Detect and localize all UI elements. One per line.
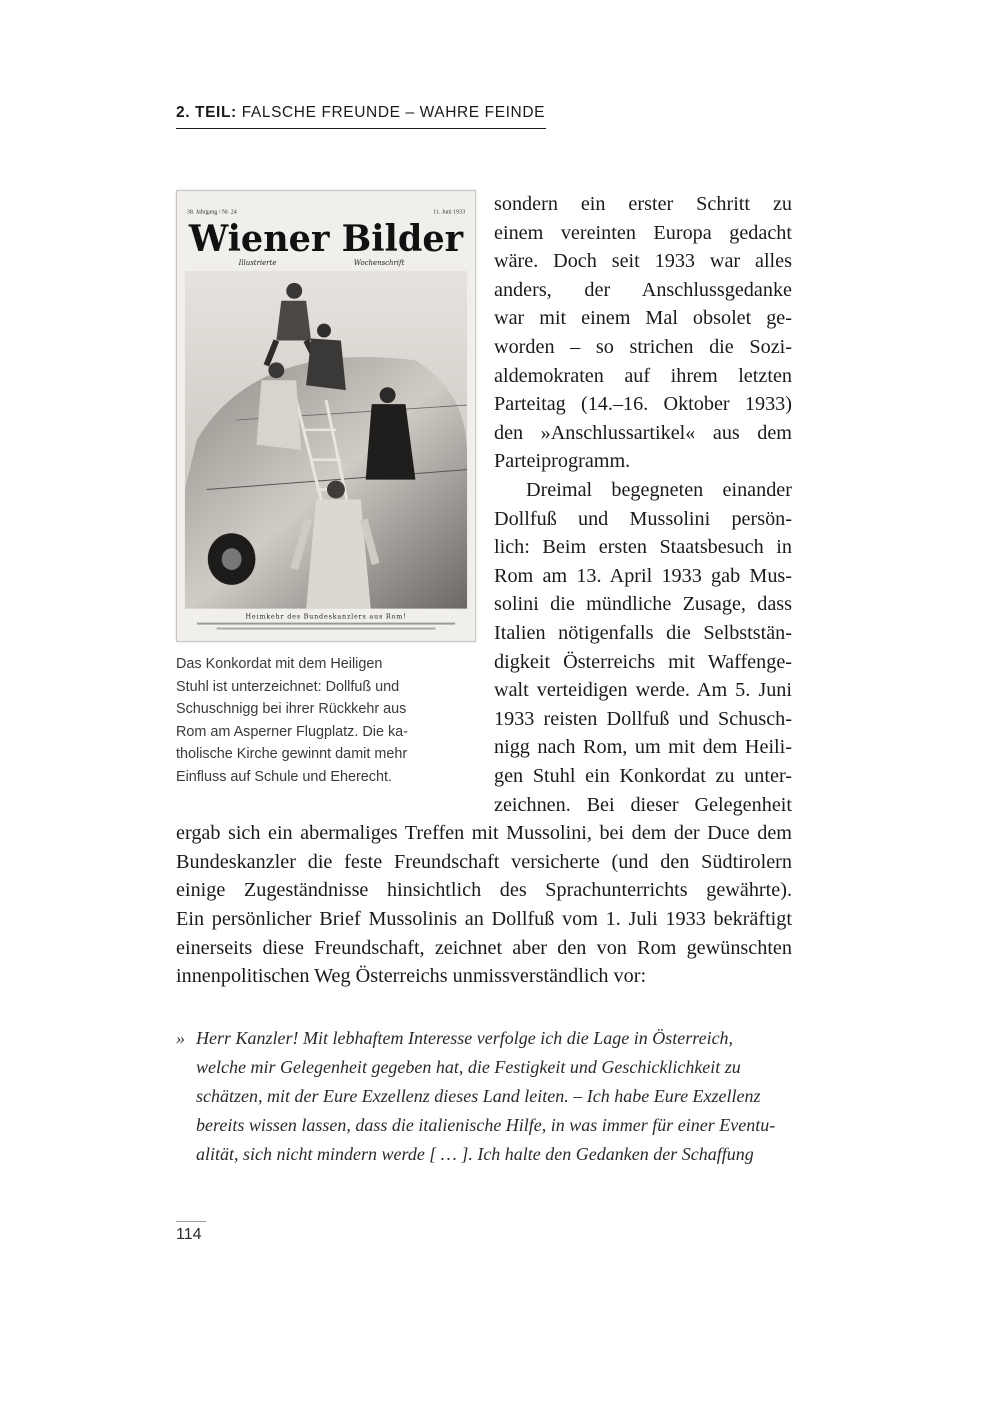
quote-line: Herr Kanzler! Mit lebhaftem Interesse verfolge ich die Lage in Österreich, <box>196 1028 734 1048</box>
cover-subtitle-left: Illustrierte <box>238 259 277 268</box>
column-line: 1933 reisten Dollfuß und Schusch- <box>494 707 792 730</box>
column-line: digkeit Österreichs mit Waffenge- <box>494 650 792 673</box>
column-line: Rom am 13. April 1933 gab Mus- <box>494 564 792 587</box>
column-line: war mit einem Mal obsolet ge- <box>494 307 792 330</box>
column-line: worden – so strichen die Sozi- <box>494 336 792 358</box>
quote-line: schätzen, mit der Eure Exzellenz dieses Land leiten. – Ich habe Eure Exzellenz <box>196 1086 761 1106</box>
cover-header-left: 38. Jahrgang / Nr. 24 <box>186 209 237 216</box>
cover-masthead: Wiener Bilder <box>187 216 464 261</box>
column-line: anders, der Anschlussgedanke <box>494 278 792 301</box>
column-line: wäre. Doch seit 1933 war alles <box>494 250 792 273</box>
column-line: nigg nach Rom, um mit dem Heili- <box>494 736 792 759</box>
quote-line: alität, sich nicht mindern werde [ … ]. Ich halte den Gedanken der Schaffung <box>196 1144 754 1164</box>
cover-header-right: 11. Juni 1933 <box>433 209 466 216</box>
quote-line: welche mir Gelegenheit gegeben hat, die Festigkeit und Geschicklichkeit zu <box>196 1057 741 1077</box>
caption-line: Rom am Asperner Flugplatz. Die ka- <box>176 723 408 740</box>
caption-line: Schuschnigg bei ihrer Rückkehr aus <box>176 701 407 718</box>
column-line: lich: Beim ersten Staatsbesuch in <box>494 536 792 559</box>
column-line: Dollfuß und Mussolini persön- <box>494 507 792 530</box>
running-head-title: FALSCHE FREUNDE – WAHRE FEINDE <box>241 104 546 121</box>
column-line-indent: Dreimal begegneten einander <box>526 479 792 501</box>
body-line: ergab sich ein abermaliges Treffen mit Mussolini, bei dem der Duce dem <box>176 822 792 845</box>
column-line: walt verteidigen werde. Am 5. Juni <box>494 679 792 702</box>
folio-rule <box>176 1221 206 1222</box>
column-line: sondern ein erster Schritt zu <box>494 193 792 215</box>
body-line: innenpolitischen Weg Österreichs unmissverständlich vor: <box>176 965 647 988</box>
magazine-cover-image <box>176 190 476 642</box>
body-line: einerseits diese Freundschaft, zeichnet aber den von Rom gewünschten <box>176 936 792 959</box>
column-line: Parteiprogramm. <box>494 450 631 473</box>
page-number: 114 <box>176 1226 202 1243</box>
column-line: den »Anschlussartikel« aus dem <box>494 421 792 444</box>
caption-line: Das Konkordat mit dem Heiligen <box>176 656 383 672</box>
column-line: aldemokraten auf ihrem letzten <box>494 364 792 387</box>
body-line: einige Zugeständnisse hinsichtlich des Sprachunterrichts gewährte). <box>176 879 792 902</box>
cover-subtitle-right: Wochenschrift <box>353 259 405 268</box>
column-line: solini die mündliche Zusage, dass <box>494 593 792 616</box>
caption-line: Stuhl ist unterzeichnet: Dollfuß und <box>176 678 400 695</box>
quote-line: bereits wissen lassen, dass die italienische Hilfe, in was immer für einer Eventu- <box>196 1115 776 1135</box>
running-head <box>176 104 546 129</box>
body-line: Bundeskanzler die feste Freundschaft versicherte (und den Südtirolern <box>176 850 792 873</box>
column-line: Parteitag (14.–16. Oktober 1933) <box>494 393 792 416</box>
caption-line: Einfluss auf Schule und Eherecht. <box>176 768 392 785</box>
cover-bottom-headline: Heimkehr des Bundeskanzlers aus Rom! <box>245 612 407 621</box>
figure-caption <box>176 653 476 789</box>
column-line: einem vereinten Europa gedacht <box>494 221 792 244</box>
body-line: Ein persönlicher Brief Mussolinis an Dollfuß vom 1. Juli 1933 bekräftigt <box>176 908 792 930</box>
caption-line: tholische Kirche gewinnt damit mehr <box>176 746 408 763</box>
running-head-part: 2. TEIL: <box>176 104 237 121</box>
column-line: Italien nötigenfalls die Selbststän- <box>494 622 792 644</box>
quote-mark: » <box>176 1028 185 1048</box>
column-line: zeichnen. Bei dieser Gelegenheit <box>494 793 792 816</box>
column-line: gen Stuhl ein Konkordat zu unter- <box>494 765 792 787</box>
